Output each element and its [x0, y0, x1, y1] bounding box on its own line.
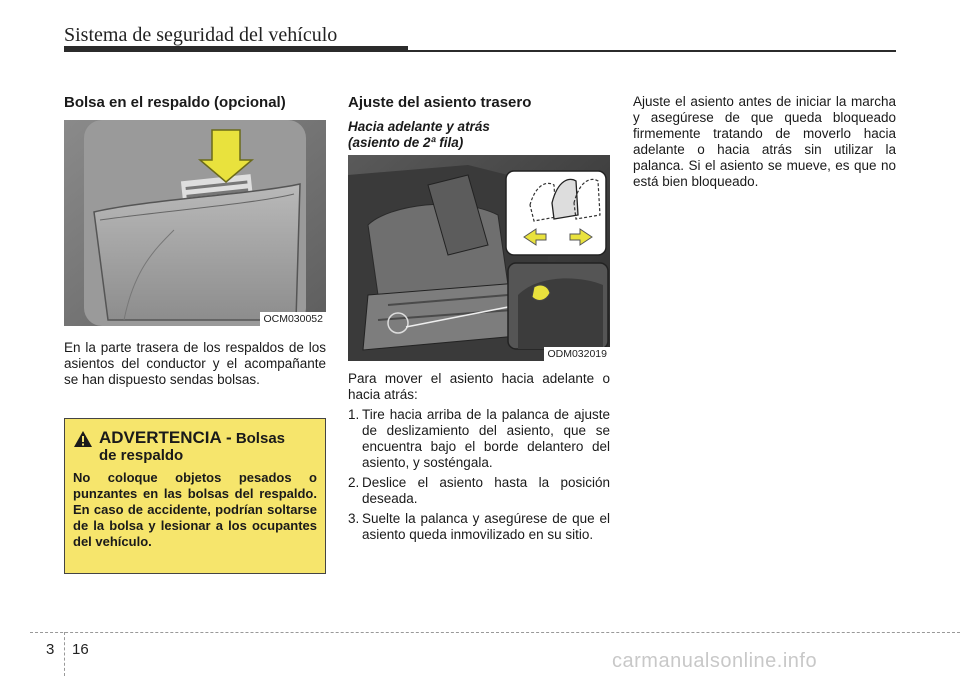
warning-text: No coloque objetos pesados o punzantes en las bolsas del respaldo. En caso de accidente, podrían soltarse de la bolsa y lesionar a los ocupantes del vehículo. [73, 470, 317, 549]
backrest-pocket-paragraph: En la parte trasera de los respaldos de los asientos del conductor y el acompañante se han dispuesto sendas bolsas. [64, 340, 326, 387]
warning-title-main: ADVERTENCIA [99, 428, 222, 447]
section-heading-backrest-pocket: Bolsa en el respaldo (opcional) [64, 94, 286, 111]
seatback-pocket-illustration [64, 120, 326, 326]
left-column [64, 94, 326, 111]
footer-divider [30, 632, 960, 633]
subheading-forward-back: Hacia adelante y atrás [348, 119, 490, 134]
middle-column [348, 94, 610, 151]
header-rule-thin [408, 50, 896, 52]
warning-box [64, 418, 326, 574]
warning-triangle-icon [73, 430, 93, 448]
footer-page-number: 16 [72, 641, 89, 658]
rear-seat-steps [348, 407, 610, 543]
warning-title [73, 429, 317, 464]
watermark: carmanualsonline.info [612, 650, 818, 672]
list-item: 2. Deslice el asiento hasta la posición deseada. [348, 475, 610, 506]
warning-title-sub-2: de respaldo [99, 447, 184, 464]
seat-lock-paragraph: Ajuste el asiento antes de iniciar la marcha y asegúrese de que queda bloqueado firmemente tratando de moverlo hacia adelante o hacia atrás sin utilizar la palanca. Si el asiento se mueve, es que no está bien bloqueado. [633, 94, 896, 189]
footer-divider-vertical [64, 632, 65, 676]
section-heading-rear-seat: Ajuste del asiento trasero [348, 94, 532, 111]
figure-code: OCM030052 [260, 312, 326, 326]
warning-title-dash: - [225, 428, 232, 447]
list-item: 3. Suelte la palanca y asegúrese de que el asiento queda inmovilizado en su sitio. [348, 511, 610, 542]
figure-code-2: ODM032019 [544, 347, 610, 361]
figure-seatback-pocket [64, 120, 326, 326]
footer-section-number: 3 [46, 641, 55, 658]
rear-seat-intro: Para mover el asiento hacia adelante o hacia atrás: [348, 371, 610, 402]
warning-title-sub-1: Bolsas [235, 430, 286, 447]
figure-rear-seat [348, 155, 610, 361]
subheading-second-row: (asiento de 2ª fila) [348, 135, 464, 150]
right-column [633, 94, 896, 190]
page-header-title: Sistema de seguridad del vehículo [64, 24, 338, 46]
list-item: 1. Tire hacia arriba de la palanca de ajuste de deslizamiento del asiento, que se encuentra bajo el borde delantero del asiento, y sosténgala. [348, 407, 610, 470]
header-rule-thick [64, 46, 408, 52]
rear-seat-illustration [348, 155, 610, 361]
